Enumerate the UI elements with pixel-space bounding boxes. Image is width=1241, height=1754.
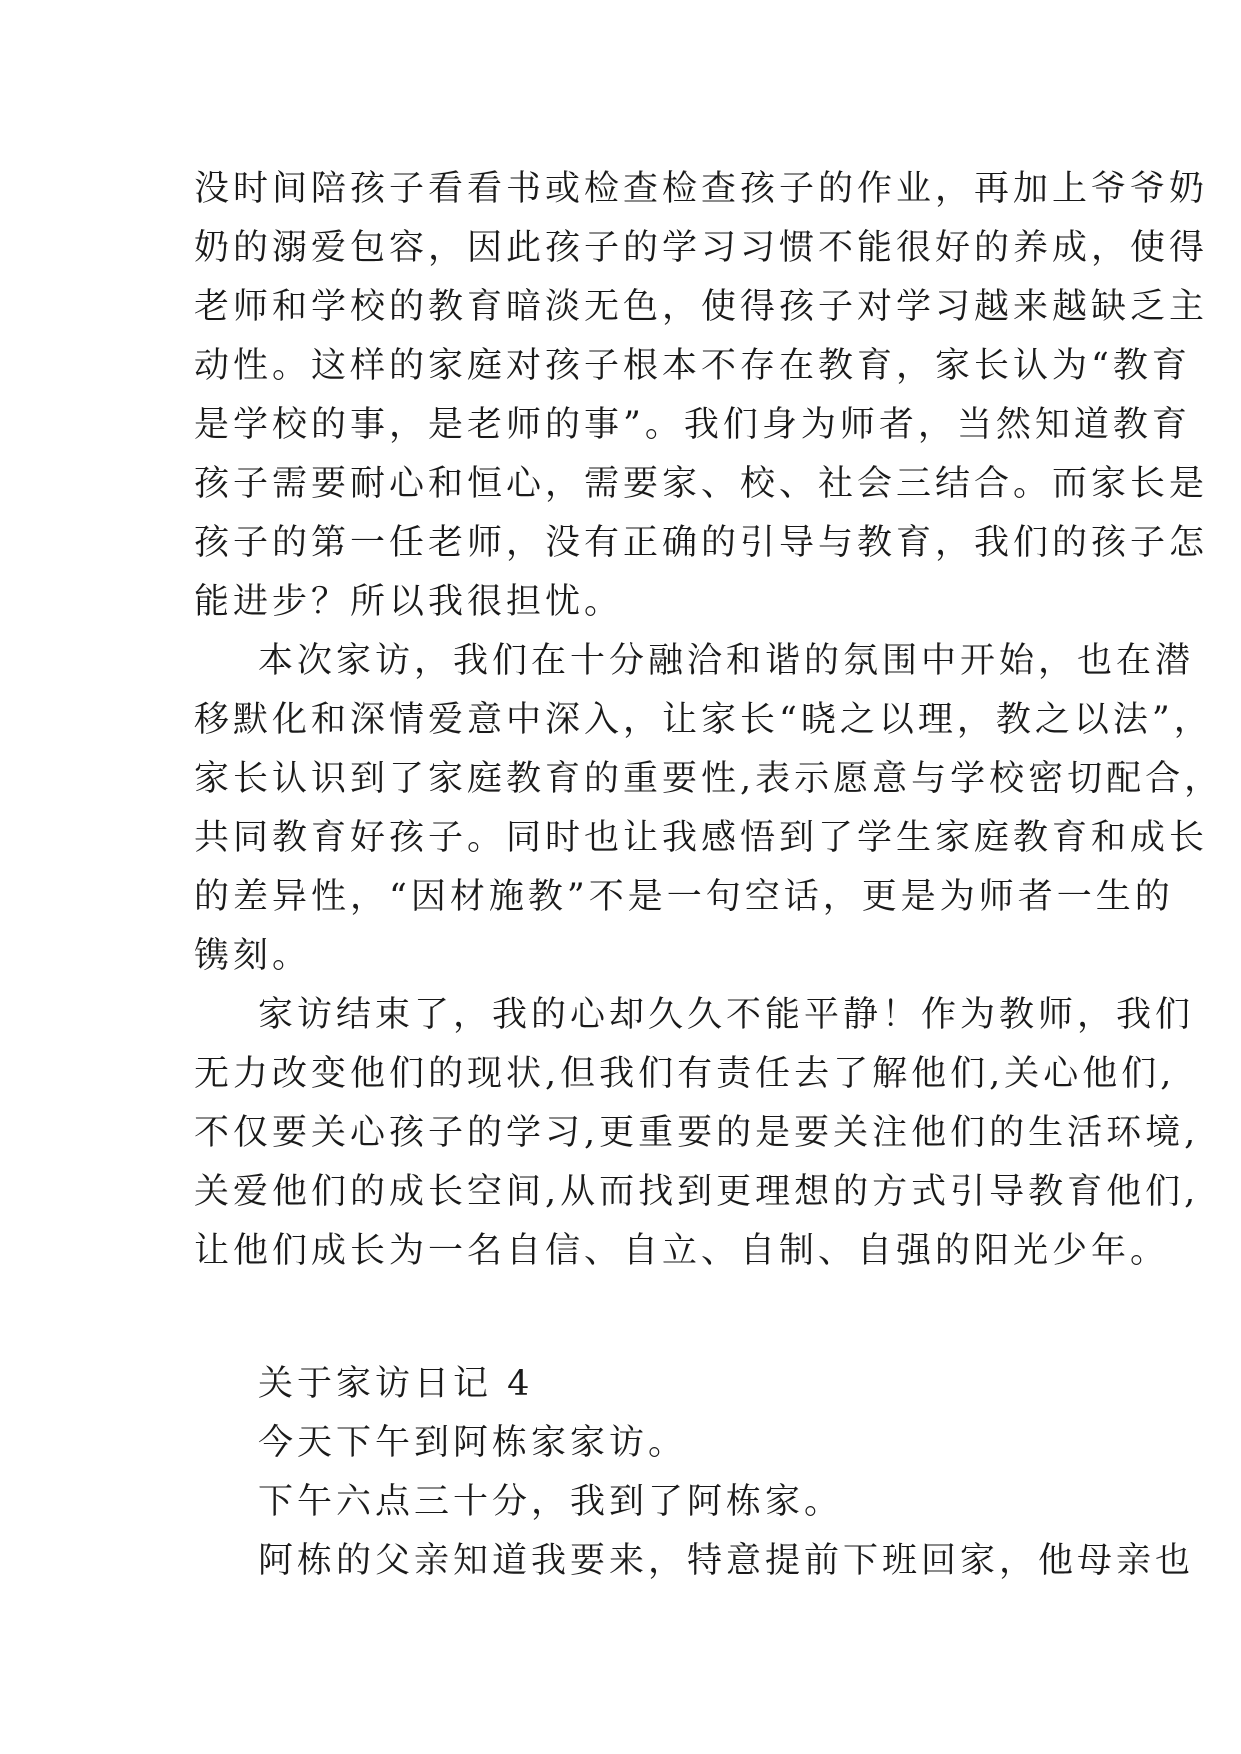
- section-spacer: [194, 1281, 1054, 1355]
- section-title: 关于家访日记 4: [258, 1364, 534, 1404]
- text-line: 本次家访，我们在十分融洽和谐的氛围中开始，也在潜: [258, 641, 1195, 681]
- text-line: 能进步？所以我很担忧。: [194, 582, 624, 622]
- text-line: 没时间陪孩子看看书或检查检查孩子的作业，再加上爷爷奶: [194, 169, 1209, 209]
- text-line: 老师和学校的教育暗淡无色，使得孩子对学习越来越缺乏主: [194, 287, 1209, 327]
- text-line: 关爱他们的成长空间,从而找到更理想的方式引导教育他们,: [194, 1172, 1200, 1212]
- text-line: 家长认识到了家庭教育的重要性,表示愿意与学校密切配合，: [194, 759, 1224, 799]
- text-line: 是学校的事，是老师的事”。我们身为师者，当然知道教育: [194, 405, 1191, 445]
- text-line: 的差异性，“因材施教”不是一句空话，更是为师者一生的: [194, 877, 1174, 917]
- text-line: 移默化和深情爱意中深入，让家长“晓之以理，教之以法”，: [194, 700, 1213, 740]
- text-line: 奶的溺爱包容，因此孩子的学习习惯不能很好的养成，使得: [194, 228, 1209, 268]
- document-body: [194, 160, 1224, 1591]
- paragraph-5: 下午六点三十分，我到了阿栋家。: [258, 1482, 844, 1522]
- text-line: 让他们成长为一名自信、自立、自制、自强的阳光少年。: [194, 1231, 1170, 1271]
- paragraph-6: 阿栋的父亲知道我要来，特意提前下班回家，他母亲也: [258, 1541, 1195, 1581]
- text-line: 不仅要关心孩子的学习,更重要的是要关注他们的生活环境,: [194, 1113, 1200, 1153]
- text-line: 动性。这样的家庭对孩子根本不存在教育，家长认为“教育: [194, 346, 1191, 386]
- text-line: 共同教育好孩子。同时也让我感悟到了学生家庭教育和成长: [194, 818, 1209, 858]
- paragraph-1: [194, 160, 1209, 632]
- paragraph-4: 今天下午到阿栋家家访。: [258, 1423, 688, 1463]
- text-line: 镌刻。: [194, 936, 312, 976]
- text-line: 孩子需要耐心和恒心，需要家、校、社会三结合。而家长是: [194, 464, 1209, 504]
- paragraph-2: [194, 632, 1224, 986]
- text-line: 家访结束了，我的心却久久不能平静！作为教师，我们: [258, 995, 1195, 1035]
- paragraph-3: [194, 986, 1200, 1281]
- text-line: 孩子的第一任老师，没有正确的引导与教育，我们的孩子怎: [194, 523, 1209, 563]
- text-line: 无力改变他们的现状,但我们有责任去了解他们,关心他们,: [194, 1054, 1176, 1094]
